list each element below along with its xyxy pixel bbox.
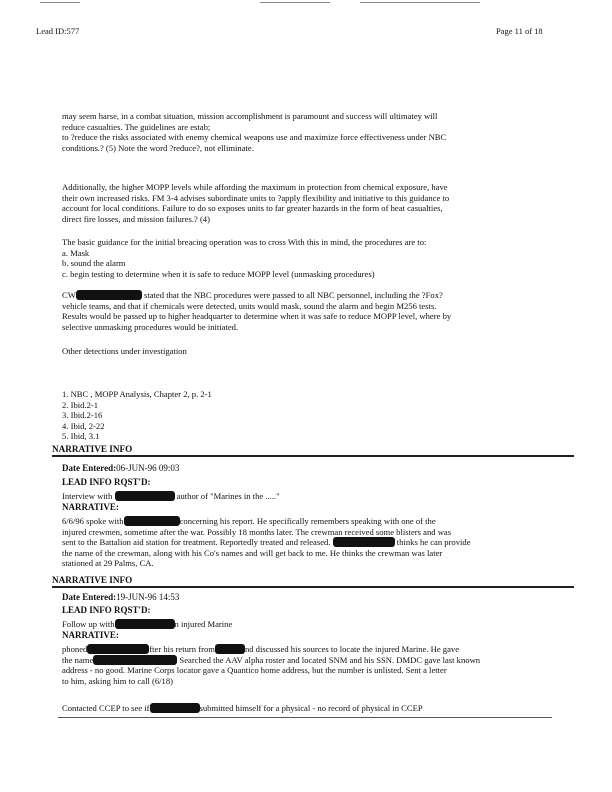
narrative-text: phoned fter his return from nd discussed his sources to locate the injured Marine. He gave the name Searched the AAV alpha roster and located SNM and his SSN. DMDC gave last known address - no good. Marine Corps locator gave a Quantico home address, but the number is unlisted. Sent a letter to him, asking him to call (6/18) — [62, 644, 481, 686]
footnotes — [62, 389, 562, 442]
date-entered: Date Entered:06-JUN-96 09:03 — [62, 463, 180, 473]
date-entered: Date Entered:19-JUN-96 14:53 — [62, 592, 180, 602]
redaction-block — [87, 644, 149, 654]
procedure-item: c. begin testing to determine when it is safe to reduce MOPP level (unmasking procedures) — [62, 268, 375, 279]
procedure-item: b. sound the alarm — [62, 258, 126, 269]
cwo-paragraph: CW stated that the NBC procedures were passed to all NBC personnel, including the ?Fox? vehicle teams, and that if chemicals were detected, units would mask, sound the alarm and begin M256 tests. Results would be passed up to higher headquarter to determine when it was safe to reduce MOPP level, where by selective unmasking procedures would be initiated. — [62, 290, 452, 332]
top-edge-line — [40, 2, 80, 3]
top-edge-line — [260, 2, 330, 3]
footnote: 1. NBC , MOPP Analysis, Chapter 2, p. 2-1 — [62, 389, 212, 399]
redaction-block — [333, 537, 395, 547]
footnote: 2. Ibid.2-1 — [62, 399, 99, 410]
redaction-block — [115, 491, 175, 501]
intro-paragraph: may seem harse, in a combat situation, mission accomplishment is paramount and success will ultimatey will reduce casualties. The guidelines are estab; to ?reduce the risks associated with enemy chemical weapons use and maximize force effectiveness under NBC conditions.? (5) Note the word ?reduce?, not elliminate. — [62, 111, 447, 153]
lead-info-rqst-text: Follow up with n injured Marine — [62, 619, 233, 629]
lead-info-rqst-label: LEAD INFO RQST'D: — [62, 605, 151, 615]
closing-rule — [58, 717, 552, 718]
section-rule — [52, 586, 574, 588]
narrative-text: 6/6/96 spoke with concerning his report. He specifically remembers speaking with one of the injured crewmen, sometime after the war. Possibly 18 months later. The crewman received some blisters and was sent to the Battalion aid station for treatment. Reportedly treated and released. thinks he can provide the name of the crewman, along with his Co's names and will get back to me. He thinks the crewman was later stationed at 29 Palms, CA. — [62, 516, 471, 569]
procedure-item: a. Mask — [62, 247, 90, 258]
redaction-block — [215, 644, 245, 654]
lead-info-rqst-text: Interview with author of "Marines in the ....." — [62, 491, 280, 501]
redaction-block — [93, 655, 177, 665]
mopp-paragraph: Additionally, the higher MOPP levels while affording the maximum in protection from chemical exposure, have their own increased risks. FM 3-4 advises subordinate units to ?apply flexibility and initiative to this guidance to account for local conditions. Failure to do so exposes units to far greater hazards in the form of heat casualties, direct fire losses, and mission failures.? (4) — [62, 182, 450, 224]
guidance-paragraph: The basic guidance for the initial breacing operation was to cross With this in mind, the procedures are to: a. Mask b. sound the alarm c. begin testing to determine when it is safe to reduce MOPP level (unmasking procedures) — [62, 237, 562, 279]
redaction-block — [115, 619, 175, 629]
other-detections: Other detections under investigation — [62, 346, 187, 356]
footnote: 3. Ibid.2-16 — [62, 410, 103, 421]
lead-info-rqst-label: LEAD INFO RQST'D: — [62, 477, 151, 487]
narrative-heading: NARRATIVE INFO — [52, 444, 133, 454]
narrative-label: NARRATIVE: — [62, 502, 119, 512]
top-edge-line — [360, 2, 480, 3]
ccep-line: Contacted CCEP to see if submitted himself for a physical - no record of physical in CCEP — [62, 703, 423, 713]
redaction-block — [76, 290, 142, 300]
lead-id: Lead ID:577 — [36, 26, 80, 36]
redaction-block — [150, 703, 200, 713]
page-number: Page 11 of 18 — [496, 26, 543, 36]
narrative-label: NARRATIVE: — [62, 630, 119, 640]
narrative-heading: NARRATIVE INFO — [52, 575, 133, 585]
footnote: 4. Ibid, 2-22 — [62, 420, 105, 431]
footnote: 5. Ibid, 3.1 — [62, 431, 100, 442]
section-rule — [52, 455, 574, 457]
redaction-block — [124, 516, 180, 526]
